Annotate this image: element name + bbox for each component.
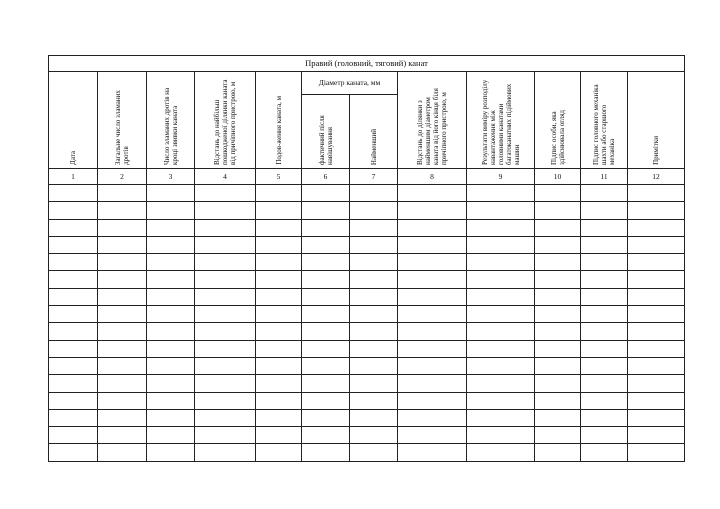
- table-row: [49, 254, 685, 271]
- table-cell[interactable]: [302, 202, 350, 219]
- table-cell[interactable]: [467, 236, 535, 253]
- table-cell[interactable]: [398, 288, 467, 305]
- table-cell[interactable]: [350, 254, 398, 271]
- table-cell[interactable]: [581, 392, 628, 409]
- table-cell[interactable]: [628, 409, 685, 426]
- rope-inspection-table: [48, 55, 685, 462]
- table-cell[interactable]: [195, 427, 256, 444]
- column-number: 2: [98, 169, 147, 185]
- table-cell[interactable]: [49, 202, 98, 219]
- table-cell[interactable]: [98, 306, 147, 323]
- column-number: 7: [350, 169, 398, 185]
- table-cell[interactable]: [467, 306, 535, 323]
- table-cell[interactable]: [49, 271, 98, 288]
- table-row: [49, 409, 685, 426]
- table-cell[interactable]: [49, 306, 98, 323]
- table-row: [49, 375, 685, 392]
- table-cell[interactable]: [98, 202, 147, 219]
- table-cell[interactable]: [535, 185, 581, 202]
- table-cell[interactable]: [581, 271, 628, 288]
- table-cell[interactable]: [302, 340, 350, 357]
- table-row: [49, 392, 685, 409]
- column-number: 3: [147, 169, 195, 185]
- table-cell[interactable]: [256, 444, 302, 461]
- table-cell[interactable]: [581, 202, 628, 219]
- column-header-label: Загальне число зламаних дротів: [114, 90, 130, 165]
- table-cell[interactable]: [398, 427, 467, 444]
- table-cell[interactable]: [147, 340, 195, 357]
- column-header-inspector-signature: [535, 72, 581, 169]
- table-cell[interactable]: [195, 323, 256, 340]
- table-cell[interactable]: [350, 444, 398, 461]
- table-row: [49, 357, 685, 374]
- table-cell[interactable]: [49, 392, 98, 409]
- table-title: Правий (головний, тяговий) канат: [49, 56, 685, 72]
- table-cell[interactable]: [350, 427, 398, 444]
- table-cell[interactable]: [98, 254, 147, 271]
- table-cell[interactable]: [49, 357, 98, 374]
- table-cell[interactable]: [467, 340, 535, 357]
- table-cell[interactable]: [535, 254, 581, 271]
- table-cell[interactable]: [195, 340, 256, 357]
- table-cell[interactable]: [98, 288, 147, 305]
- table-cell[interactable]: [350, 306, 398, 323]
- table-cell[interactable]: [147, 271, 195, 288]
- table-cell[interactable]: [467, 288, 535, 305]
- table-cell[interactable]: [195, 288, 256, 305]
- table-cell[interactable]: [256, 254, 302, 271]
- table-cell[interactable]: [581, 185, 628, 202]
- table-cell[interactable]: [398, 340, 467, 357]
- table-cell[interactable]: [581, 236, 628, 253]
- table-cell[interactable]: [467, 202, 535, 219]
- table-cell[interactable]: [302, 236, 350, 253]
- table-cell[interactable]: [535, 288, 581, 305]
- table-cell[interactable]: [398, 271, 467, 288]
- table-row: [49, 323, 685, 340]
- table-cell[interactable]: [147, 444, 195, 461]
- table-cell[interactable]: [195, 444, 256, 461]
- table-cell[interactable]: [98, 185, 147, 202]
- table-cell[interactable]: [628, 392, 685, 409]
- table-cell[interactable]: [147, 306, 195, 323]
- diameter-group-header: Діаметр каната, мм: [302, 72, 398, 95]
- table-cell[interactable]: [398, 236, 467, 253]
- table-cell[interactable]: [398, 185, 467, 202]
- column-header-min-diameter-distance: [398, 72, 467, 169]
- table-cell[interactable]: [302, 288, 350, 305]
- column-header-label: Найменший: [369, 128, 378, 165]
- column-header-load-distribution: [467, 72, 535, 169]
- table-cell[interactable]: [256, 409, 302, 426]
- table-cell[interactable]: [98, 357, 147, 374]
- table-cell[interactable]: [302, 409, 350, 426]
- column-header-label: Підпис головного механіка шахти або старшого механіка: [592, 84, 616, 165]
- table-cell[interactable]: [256, 185, 302, 202]
- table-row: [49, 340, 685, 357]
- column-number: 10: [535, 169, 581, 185]
- table-row: [49, 236, 685, 253]
- table-cell[interactable]: [350, 340, 398, 357]
- table-cell[interactable]: [147, 185, 195, 202]
- table-row: [49, 271, 685, 288]
- table-cell[interactable]: [581, 375, 628, 392]
- table-row: [49, 219, 685, 236]
- table-cell[interactable]: [147, 288, 195, 305]
- table-cell[interactable]: [581, 219, 628, 236]
- table-cell[interactable]: [49, 427, 98, 444]
- table-cell[interactable]: [49, 375, 98, 392]
- table-cell[interactable]: [467, 323, 535, 340]
- table-cell[interactable]: [467, 219, 535, 236]
- table-cell[interactable]: [256, 306, 302, 323]
- table-cell[interactable]: [147, 219, 195, 236]
- table-cell[interactable]: [467, 409, 535, 426]
- table-cell[interactable]: [350, 392, 398, 409]
- table-cell[interactable]: [398, 219, 467, 236]
- column-header-label: Підпис особи, яка здійснювала огляд: [549, 110, 566, 165]
- column-number: 9: [467, 169, 535, 185]
- column-header-mechanic-signature: [581, 72, 628, 169]
- table-cell[interactable]: [98, 427, 147, 444]
- table-cell[interactable]: [535, 392, 581, 409]
- table-cell[interactable]: [302, 254, 350, 271]
- table-cell[interactable]: [98, 392, 147, 409]
- table-cell[interactable]: [256, 323, 302, 340]
- table-cell[interactable]: [350, 202, 398, 219]
- table-cell[interactable]: [49, 219, 98, 236]
- table-cell[interactable]: [628, 306, 685, 323]
- table-cell[interactable]: [581, 357, 628, 374]
- table-cell[interactable]: [256, 271, 302, 288]
- table-cell[interactable]: [535, 306, 581, 323]
- table-cell[interactable]: [398, 306, 467, 323]
- table-cell[interactable]: [49, 288, 98, 305]
- table-cell[interactable]: [147, 254, 195, 271]
- table-cell[interactable]: [195, 236, 256, 253]
- table-cell[interactable]: [98, 236, 147, 253]
- table-row: [49, 306, 685, 323]
- table-cell[interactable]: [628, 427, 685, 444]
- table-cell[interactable]: [628, 340, 685, 357]
- table-cell[interactable]: [49, 444, 98, 461]
- table-cell[interactable]: [535, 323, 581, 340]
- column-header-label: Подов-ження каната, м: [274, 96, 283, 165]
- table-cell[interactable]: [256, 357, 302, 374]
- table-cell[interactable]: [350, 219, 398, 236]
- table-cell[interactable]: [302, 392, 350, 409]
- table-cell[interactable]: [467, 392, 535, 409]
- table-cell[interactable]: [350, 271, 398, 288]
- column-header-label: фактичний після навішування: [317, 115, 334, 165]
- table-cell[interactable]: [256, 375, 302, 392]
- table-cell[interactable]: [49, 409, 98, 426]
- table-cell[interactable]: [628, 357, 685, 374]
- table-cell[interactable]: [535, 219, 581, 236]
- table-cell[interactable]: [195, 409, 256, 426]
- table-cell[interactable]: [581, 306, 628, 323]
- table-cell[interactable]: [256, 340, 302, 357]
- table-cell[interactable]: [350, 375, 398, 392]
- column-header-actual-diameter: [302, 95, 350, 169]
- table-cell[interactable]: [302, 323, 350, 340]
- table-cell[interactable]: [147, 357, 195, 374]
- table-cell[interactable]: [581, 409, 628, 426]
- column-header-notes: [628, 72, 685, 169]
- table-cell[interactable]: [398, 202, 467, 219]
- table-cell[interactable]: [302, 357, 350, 374]
- column-number: 1: [49, 169, 98, 185]
- column-number: 6: [302, 169, 350, 185]
- column-header-damaged-distance: [195, 72, 256, 169]
- column-header-min-diameter: [350, 95, 398, 169]
- table-cell[interactable]: [195, 375, 256, 392]
- column-number: 5: [256, 169, 302, 185]
- table-cell[interactable]: [628, 254, 685, 271]
- table-cell[interactable]: [49, 254, 98, 271]
- column-header-label: Відстань до найбільш пошкодженої ділянки каната від причіпного пристрою, м: [213, 79, 237, 165]
- column-header-label: Дата: [69, 151, 77, 165]
- table-cell[interactable]: [581, 340, 628, 357]
- table-cell[interactable]: [467, 427, 535, 444]
- table-cell[interactable]: [98, 271, 147, 288]
- table-cell[interactable]: [302, 185, 350, 202]
- table-cell[interactable]: [398, 392, 467, 409]
- table-cell[interactable]: [147, 323, 195, 340]
- table-cell[interactable]: [628, 202, 685, 219]
- table-cell[interactable]: [535, 375, 581, 392]
- table-cell[interactable]: [195, 254, 256, 271]
- table-cell[interactable]: [628, 219, 685, 236]
- table-cell[interactable]: [535, 444, 581, 461]
- table-cell[interactable]: [398, 409, 467, 426]
- table-cell[interactable]: [535, 427, 581, 444]
- table-cell[interactable]: [628, 236, 685, 253]
- table-cell[interactable]: [98, 409, 147, 426]
- column-number: 8: [398, 169, 467, 185]
- table-cell[interactable]: [628, 444, 685, 461]
- table-cell[interactable]: [98, 219, 147, 236]
- table-cell[interactable]: [467, 375, 535, 392]
- table-cell[interactable]: [49, 185, 98, 202]
- table-cell[interactable]: [628, 323, 685, 340]
- table-cell[interactable]: [256, 236, 302, 253]
- table-row: [49, 185, 685, 202]
- column-header-total-broken: [98, 72, 147, 169]
- table-cell[interactable]: [398, 375, 467, 392]
- table-cell[interactable]: [467, 357, 535, 374]
- table-cell[interactable]: [256, 202, 302, 219]
- table-cell[interactable]: [98, 323, 147, 340]
- column-header-label: Результати виміру розподілу навантаження між головними канатами багатоканатних підіймових машин: [480, 79, 521, 165]
- table-cell[interactable]: [398, 444, 467, 461]
- table-cell[interactable]: [398, 254, 467, 271]
- table-cell[interactable]: [535, 202, 581, 219]
- table-cell[interactable]: [195, 185, 256, 202]
- table-cell[interactable]: [256, 427, 302, 444]
- table-cell[interactable]: [256, 392, 302, 409]
- table-cell[interactable]: [350, 288, 398, 305]
- table-cell[interactable]: [350, 357, 398, 374]
- table-cell[interactable]: [581, 288, 628, 305]
- table-cell[interactable]: [467, 185, 535, 202]
- table-cell[interactable]: [628, 271, 685, 288]
- table-cell[interactable]: [350, 409, 398, 426]
- table-cell[interactable]: [628, 185, 685, 202]
- table-cell[interactable]: [398, 357, 467, 374]
- column-number: 12: [628, 169, 685, 185]
- table-cell[interactable]: [98, 375, 147, 392]
- table-cell[interactable]: [467, 254, 535, 271]
- table-body: [49, 185, 685, 462]
- table-cell[interactable]: [535, 271, 581, 288]
- column-number: 11: [581, 169, 628, 185]
- table-cell[interactable]: [195, 392, 256, 409]
- table-cell[interactable]: [398, 323, 467, 340]
- column-header-broken-per-lay: [147, 72, 195, 169]
- table-cell[interactable]: [628, 375, 685, 392]
- table-cell[interactable]: [49, 323, 98, 340]
- table-cell[interactable]: [581, 427, 628, 444]
- table-cell[interactable]: [98, 340, 147, 357]
- column-header-label: Відстань до ділянки з найменшим діаметром каната від його кінця біля причіпного пристрою, м: [416, 88, 448, 165]
- column-header-label: Примітки: [652, 136, 660, 165]
- table-cell[interactable]: [195, 202, 256, 219]
- table-cell[interactable]: [49, 236, 98, 253]
- table-cell[interactable]: [302, 375, 350, 392]
- table-cell[interactable]: [147, 409, 195, 426]
- table-cell[interactable]: [147, 236, 195, 253]
- table-cell[interactable]: [350, 185, 398, 202]
- column-number-row: [49, 169, 685, 185]
- table-cell[interactable]: [535, 357, 581, 374]
- table-cell[interactable]: [49, 340, 98, 357]
- table-cell[interactable]: [302, 306, 350, 323]
- table-cell[interactable]: [535, 409, 581, 426]
- table-cell[interactable]: [628, 288, 685, 305]
- table-cell[interactable]: [195, 271, 256, 288]
- table-cell[interactable]: [581, 323, 628, 340]
- table-cell[interactable]: [350, 323, 398, 340]
- table-cell[interactable]: [195, 219, 256, 236]
- table-row: [49, 288, 685, 305]
- table-cell[interactable]: [302, 271, 350, 288]
- table-cell[interactable]: [302, 427, 350, 444]
- column-header-label: Число зламаних дротів на кроці звивки каната: [162, 87, 179, 165]
- column-header-elongation: [256, 72, 302, 169]
- table-cell[interactable]: [535, 340, 581, 357]
- table-cell[interactable]: [467, 271, 535, 288]
- column-header-date: [49, 72, 98, 169]
- table-row: [49, 202, 685, 219]
- table-cell[interactable]: [147, 392, 195, 409]
- table-cell[interactable]: [256, 288, 302, 305]
- table-cell[interactable]: [147, 375, 195, 392]
- table-cell[interactable]: [98, 444, 147, 461]
- table-cell[interactable]: [350, 236, 398, 253]
- table-cell[interactable]: [581, 444, 628, 461]
- table-cell[interactable]: [581, 254, 628, 271]
- table-row: [49, 427, 685, 444]
- table-cell[interactable]: [147, 202, 195, 219]
- table-row: [49, 444, 685, 461]
- table-cell[interactable]: [256, 219, 302, 236]
- table-cell[interactable]: [302, 219, 350, 236]
- column-number: 4: [195, 169, 256, 185]
- table-cell[interactable]: [535, 236, 581, 253]
- table-cell[interactable]: [467, 444, 535, 461]
- table-cell[interactable]: [302, 444, 350, 461]
- table-cell[interactable]: [195, 306, 256, 323]
- table-cell[interactable]: [147, 427, 195, 444]
- table-cell[interactable]: [195, 357, 256, 374]
